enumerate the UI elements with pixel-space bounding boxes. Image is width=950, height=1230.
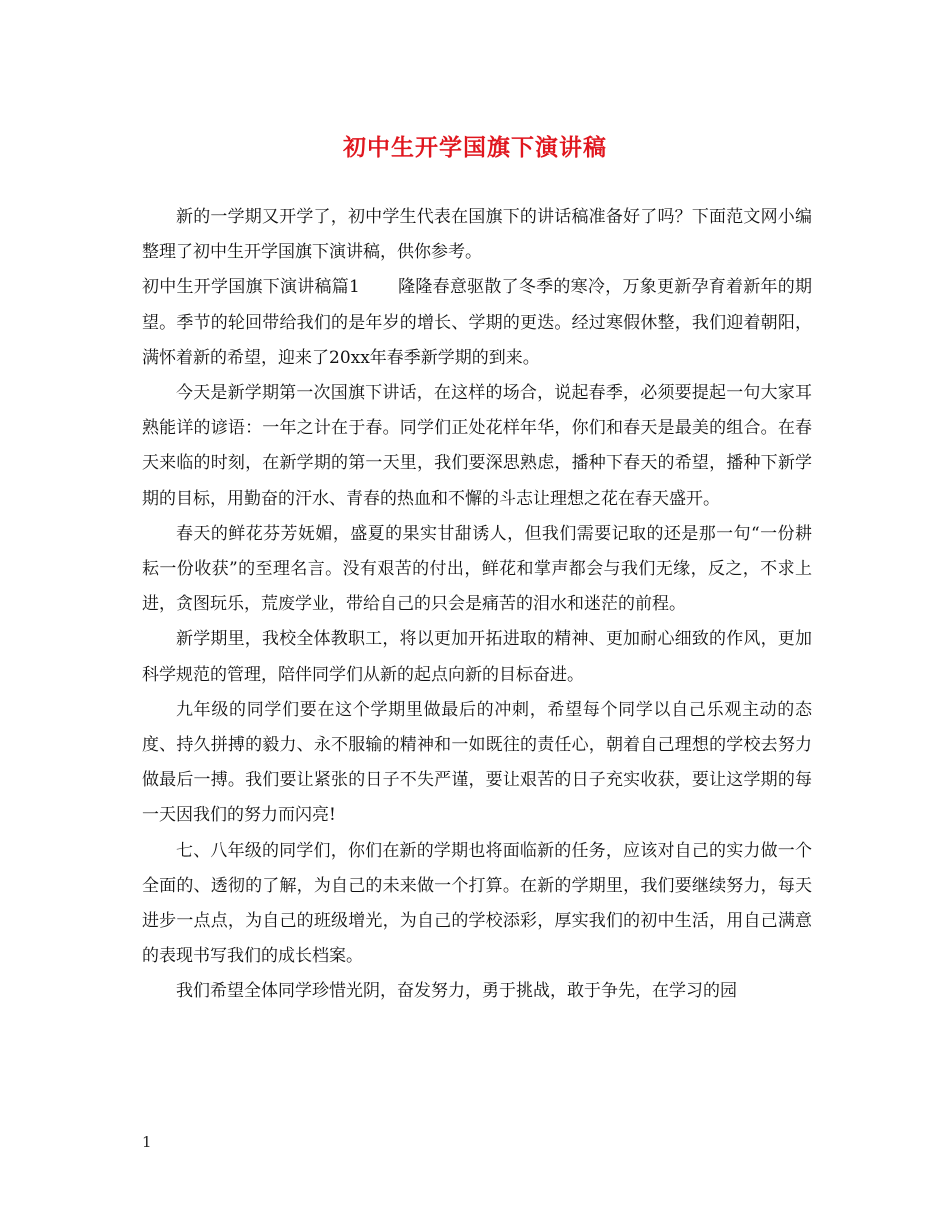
section-first-text: 隆隆春意驱散了冬季的寒冷，万象更新孕育着新年的期望。季节的轮回带给我们的是年岁的增长、学期的更迭。经过寒假休整，我们迎着朝阳，满怀着新的希望，迎来了20xx年春季新学期的到来。 (142, 277, 812, 368)
body-paragraph: 九年级的同学们要在这个学期里做最后的冲刺，希望每个同学以自己乐观主动的态度、持久拼搏的毅力、永不服输的精神和一如既往的责任心，朝着自己理想的学校去努力做最后一搏。我们要让紧张的日子不失严谨，要让艰苦的日子充实收获，要让这学期的每一天因我们的努力而闪亮! (142, 699, 812, 826)
body-paragraph: 今天是新学期第一次国旗下讲话，在这样的场合，说起春季，必须要提起一句大家耳熟能详的谚语：一年之计在于春。同学们正处花样年华，你们和春天是最美的组合。在春天来临的时刻，在新学期的第一天里，我们要深思熟虑，播种下春天的希望，播种下新学期的目标，用勤奋的汗水、青春的热血和不懈的斗志让理想之花在春天盛开。 (142, 383, 812, 509)
document-body (142, 200, 812, 1010)
body-paragraph: 春天的鲜花芬芳妩媚，盛夏的果实甘甜诱人，但我们需要记取的还是那一句“一份耕耘一份收获”的至理名言。没有艰苦的付出，鲜花和掌声都会与我们无缘，反之，不求上进，贪图玩乐，荒废学业，带给自己的只会是痛苦的泪水和迷茫的前程。 (142, 523, 812, 615)
section-first-paragraph (142, 270, 812, 376)
body-paragraph: 新学期里，我校全体教职工，将以更加开拓进取的精神、更加耐心细致的作风，更加科学规范的管理，陪伴同学们从新的起点向新的目标奋进。 (142, 629, 812, 685)
intro-paragraph: 新的一学期又开学了，初中学生代表在国旗下的讲话稿准备好了吗？下面范文网小编整理了初中生开学国旗下演讲稿，供你参考。 (142, 207, 812, 263)
body-paragraph: 我们希望全体同学珍惜光阴，奋发努力，勇于挑战，敢于争先，在学习的园 (176, 981, 737, 1002)
body-paragraph: 七、八年级的同学们，你们在新的学期也将面临新的任务，应该对自己的实力做一个全面的、透彻的了解，为自己的未来做一个打算。在新的学期里，我们要继续努力，每天进步一点点，为自己的班级增光，为自己的学校添彩，厚实我们的初中生活，用自己满意的表现书写我们的成长档案。 (142, 840, 812, 967)
page-title: 初中生开学国旗下演讲稿 (343, 134, 607, 161)
section-heading: 初中生开学国旗下演讲稿篇1 (142, 277, 360, 298)
page-number: 1 (142, 1133, 152, 1151)
